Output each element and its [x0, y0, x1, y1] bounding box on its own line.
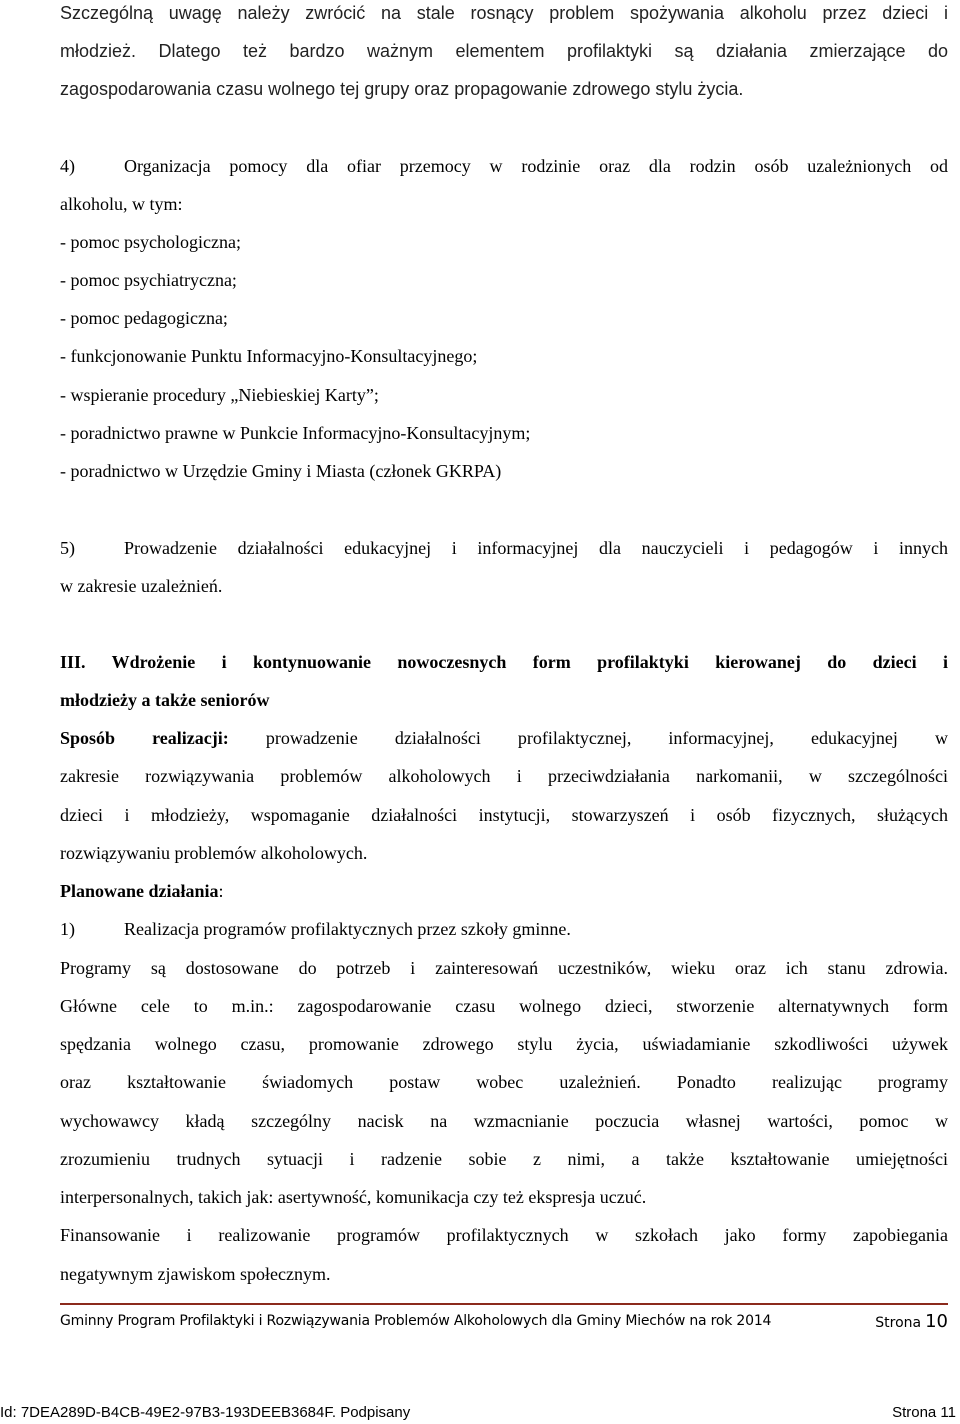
item-4-number: 4): [60, 156, 75, 176]
planned-label: Planowane działania: [60, 881, 219, 901]
planned-heading: Planowane działania:: [60, 881, 224, 901]
item-5-continuation: w zakresie uzależnień.: [60, 576, 223, 596]
footer-title: Gminny Program Profilaktyki i Rozwiązywania Problemów Alkoholowych dla Gminy Miechów na rok 2014: [60, 1313, 772, 1329]
list-item: - wspieranie procedury „Niebieskiej Karty”;: [60, 385, 379, 405]
list-item: - poradnictwo w Urzędzie Gminy i Miasta (członek GKRPA): [60, 461, 502, 481]
body-line: negatywnym zjawiskom społecznym.: [60, 1264, 331, 1284]
item-4-heading: [60, 155, 948, 177]
body-line: interpersonalnych, takich jak: asertywność, komunikacja czy też ekspresja uczuć.: [60, 1187, 647, 1207]
item-5-text: Prowadzenie działalności edukacyjnej i informacyjnej dla nauczycieli i pedagogów i innych: [124, 538, 948, 558]
list-item: - pomoc pedagogiczna;: [60, 308, 228, 328]
list-item: - pomoc psychologiczna;: [60, 232, 241, 252]
method-label: Sposób realizacji:: [60, 728, 229, 748]
intro-line: zagospodarowania czasu wolnego tej grupy oraz propagowanie zdrowego stylu życia.: [60, 79, 744, 99]
bottom-page-number: Strona 11: [892, 1404, 956, 1421]
signature-bar: [0, 1404, 960, 1424]
list-item: - pomoc psychiatryczna;: [60, 270, 237, 290]
section-heading-continuation: młodzieży a także seniorów: [60, 690, 270, 710]
body-line: oraz kształtowanie świadomych postaw wobec uzależnień. Ponadto realizując programy: [60, 1072, 948, 1092]
method-line: Sposób realizacji: prowadzenie działalności profilaktycznej, informacyjnej, edukacyjnej w: [60, 728, 948, 748]
item-5-heading: [60, 537, 948, 559]
footer-page: Strona 10: [875, 1311, 948, 1332]
planned-item-1: 1) Realizacja programów profilaktycznych przez szkoły gminne.: [60, 919, 571, 939]
footer-rule: [60, 1303, 948, 1305]
list-item: - poradnictwo prawne w Punkcie Informacyjno-Konsultacyjnym;: [60, 423, 531, 443]
list-item: - funkcjonowanie Punktu Informacyjno-Konsultacyjnego;: [60, 346, 478, 366]
page-footer: [60, 1311, 948, 1333]
body-line: wychowawcy kładą szczególny nacisk na wzmacnianie poczucia własnej wartości, pomoc w: [60, 1111, 948, 1131]
method-line: rozwiązywaniu problemów alkoholowych.: [60, 843, 368, 863]
body-line: Programy są dostosowane do potrzeb i zainteresowań uczestników, wieku oraz ich stanu zdrowia.: [60, 958, 948, 978]
method-line: dzieci i młodzieży, wspomaganie działalności instytucji, stowarzyszeń i osób fizycznych, służących: [60, 805, 948, 825]
intro-line: młodzież. Dlatego też bardzo ważnym elementem profilaktyki są działania zmierzające do: [60, 41, 948, 61]
section-heading: III. Wdrożenie i kontynuowanie nowoczesnych form profilaktyki kierowanej do dzieci i: [60, 652, 948, 672]
method-line: zakresie rozwiązywania problemów alkoholowych i przeciwdziałania narkomanii, w szczególności: [60, 766, 948, 786]
body-line: Finansowanie i realizowanie programów profilaktycznych w szkołach jako formy zapobiegania: [60, 1225, 948, 1245]
body-line: zrozumieniu trudnych sytuacji i radzenie sobie z nimi, a także kształtowanie umiejętności: [60, 1149, 948, 1169]
item-4-text: Organizacja pomocy dla ofiar przemocy w rodzinie oraz dla rodzin osób uzależnionych od: [124, 156, 948, 176]
intro-line: Szczególną uwagę należy zwrócić na stale rosnący problem spożywania alkoholu przez dzieci i: [60, 3, 948, 23]
body-line: Główne cele to m.in.: zagospodarowanie czasu wolnego dzieci, stworzenie alternatywnych form: [60, 996, 948, 1016]
item-4-continuation: alkoholu, w tym:: [60, 194, 183, 214]
document-id: Id: 7DEA289D-B4CB-49E2-97B3-193DEEB3684F. Podpisany: [0, 1404, 411, 1421]
item-5-number: 5): [60, 538, 75, 558]
body-line: spędzania wolnego czasu, promowanie zdrowego stylu życia, uświadamianie szkodliwości używek: [60, 1034, 948, 1054]
